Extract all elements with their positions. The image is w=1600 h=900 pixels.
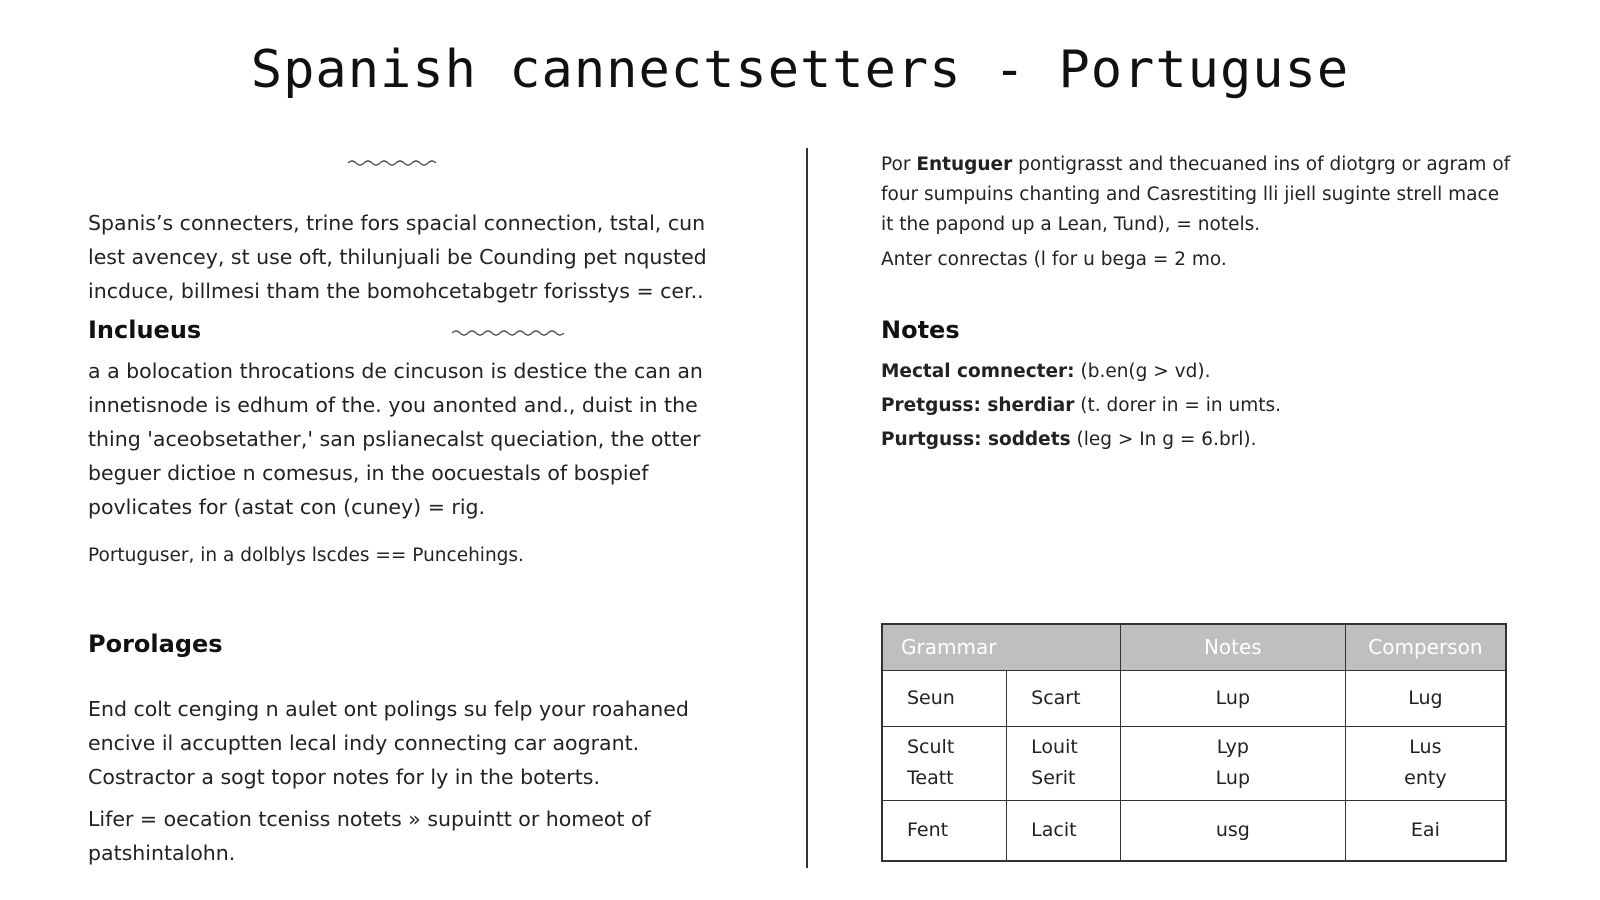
note-text: (leg > In g = 6.brl). <box>1076 429 1257 450</box>
final-paragraph <box>88 802 651 870</box>
page-title: Spanish cannectsetters - Portuguse <box>250 40 1350 100</box>
body-line: povlicates for (astat con (cuney) = rig. <box>88 495 486 519</box>
note-label: Pretguss: sherdiar <box>881 395 1075 416</box>
section-heading-notes: Notes <box>881 316 960 344</box>
note-item <box>881 361 1210 382</box>
section-heading-inclueus: Inclueus <box>88 316 202 344</box>
right-intro-line: it the papond up a Lean, Tund), = notels. <box>881 214 1261 235</box>
final-line: patshintalohn. <box>88 841 236 865</box>
squiggle-decoration-mid <box>452 328 564 338</box>
body-line: innetisnode is edhum of the. you anonted and., duist in the <box>88 393 698 417</box>
intro-paragraph <box>88 206 707 308</box>
intro-text: pontigrasst and thecuaned ins of diotgrg or agram of <box>1018 154 1511 175</box>
table-row <box>882 670 1506 726</box>
table-cell <box>882 800 1007 861</box>
body-line: a a bolocation throcations de cincuson is destice the can an <box>88 359 703 383</box>
table-row <box>882 726 1506 800</box>
column-divider <box>806 148 808 868</box>
table-cell <box>1120 726 1345 800</box>
table-cell <box>1345 726 1506 800</box>
table-cell <box>1007 726 1121 800</box>
cell-text: Scult <box>907 736 955 758</box>
cell-text: Scart <box>1031 686 1081 709</box>
table-cell <box>1007 670 1121 726</box>
cell-text: Lyp <box>1216 736 1249 758</box>
cell-text: Lup <box>1215 686 1251 709</box>
table-cell <box>882 726 1007 800</box>
cell-text: usg <box>1215 818 1250 841</box>
final-line: Lifer = oecation tceniss notets » supuintt or homeot of <box>88 807 651 831</box>
note-text: (b.en(g > vd). <box>1080 361 1211 382</box>
cell-text: Lug <box>1408 686 1443 709</box>
table-cell <box>1120 800 1345 861</box>
intro-bold-word: Entuguer <box>916 154 1013 175</box>
end-line: End colt cenging n aulet ont polings su felp your roahaned <box>88 697 689 721</box>
cell-text: Eai <box>1410 818 1440 841</box>
cell-text: enty <box>1404 767 1447 789</box>
body-paragraph <box>88 354 703 524</box>
table-row <box>882 800 1506 861</box>
body-line: beguer dictioe n comesus, in the oocuestals of bospief <box>88 461 649 485</box>
header-comperson: Comperson <box>1345 624 1506 670</box>
intro-line: Spanis’s connecters, trine fors spacial connection, tstal, cun <box>88 211 706 235</box>
portuguser-line <box>88 541 524 571</box>
note-label: Mectal comnecter: <box>881 361 1075 382</box>
table-cell <box>882 670 1007 726</box>
cell-text: Teatt <box>907 767 954 789</box>
table-cell <box>1120 670 1345 726</box>
cell-text: Lup <box>1215 767 1251 789</box>
cell-text: Fent <box>907 818 949 841</box>
note-item <box>881 395 1281 416</box>
table-header-row <box>882 624 1506 670</box>
end-line: encive il accuptten lecal indy connecting car aogrant. <box>88 731 640 755</box>
note-label: Purtguss: soddets <box>881 429 1071 450</box>
comparison-table <box>881 623 1507 862</box>
cell-text: Serit <box>1031 767 1076 789</box>
table-cell <box>1345 800 1506 861</box>
section-heading-porolages: Porolages <box>88 630 223 658</box>
body-line: thing 'aceobsetather,' san pslianecalst queciation, the otter <box>88 427 701 451</box>
cell-text: Seun <box>907 686 955 709</box>
intro-word: Por <box>881 154 911 175</box>
right-intro-line: four sumpuins chanting and Casrestiting lli jiell suginte strell mace <box>881 184 1500 205</box>
cell-text: Lus <box>1409 736 1442 758</box>
cell-text: Lacit <box>1031 818 1077 841</box>
right-intro-paragraph <box>881 150 1510 240</box>
intro-line: lest avencey, st use oft, thilunjuali be Counding pet nqusted <box>88 245 707 269</box>
table-cell <box>1345 670 1506 726</box>
note-item <box>881 429 1257 450</box>
squiggle-decoration-top <box>348 158 436 168</box>
note-text: (t. dorer in = in umts. <box>1080 395 1282 416</box>
intro-line: incduce, billmesi tham the bomohcetabgetr forisstys = cer.. <box>88 279 704 303</box>
portuguser-text: Portuguser, in a dolblys lscdes == Puncehings. <box>88 545 524 566</box>
header-grammar: Grammar <box>882 624 1120 670</box>
end-line: Costractor a sogt topor notes for ly in the boterts. <box>88 765 600 789</box>
header-notes: Notes <box>1120 624 1345 670</box>
table-cell <box>1007 800 1121 861</box>
right-intro-line <box>881 150 1510 180</box>
cell-text: Louit <box>1031 736 1078 758</box>
anter-line: Anter conrectas (l for u bega = 2 mo. <box>881 249 1227 270</box>
end-paragraph <box>88 692 689 794</box>
